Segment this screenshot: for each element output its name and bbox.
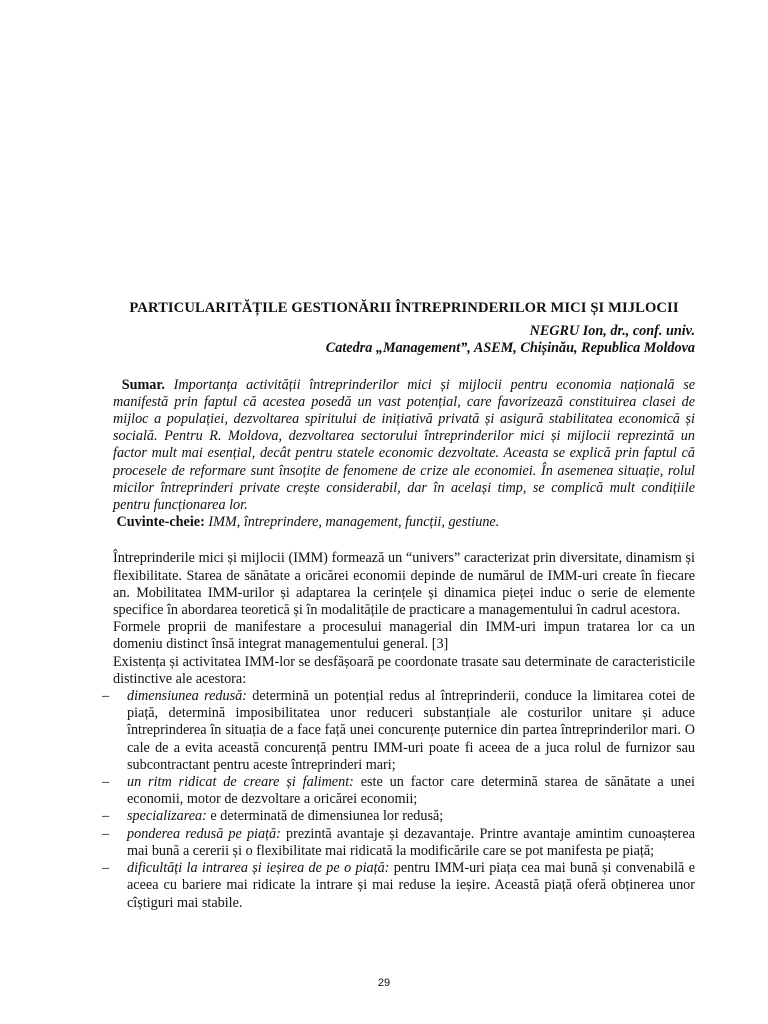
keywords-text: IMM, întreprindere, management, funcții, gestiune.	[208, 514, 500, 531]
keywords	[113, 514, 695, 531]
affiliation-line: Catedra „Management”, ASEM, Chișinău, Republica Moldova	[325, 340, 695, 357]
list-item	[102, 860, 695, 912]
list-bullet: –	[102, 860, 110, 877]
list-item-text: pentru IMM-uri piața cea mai bună și convenabilă e aceea cu bariere mai ridicate la intrare și mai reduse la ieșire. Această piață oferă obținerea unor cîștiguri mai stabile.	[127, 860, 695, 911]
list-item-term: ponderea redusă pe piață:	[127, 825, 281, 842]
list-bullet: –	[102, 825, 110, 842]
list-item-text: determină un potențial redus al întreprinderii, conduce la limitarea cotei de piață, determină imposibilitatea unor reduceri substanțiale ale costurilor unitare și aduce întreprinderea în situația de a face față unei concurențe puternice din partea întreprinderilor mari. O cale de a evita această concurență pentru IMM-uri poate fi aceea de a juca rolul de furnizor sau subcontractant pentru aceste întreprinderi mari;	[127, 688, 695, 773]
list-item-text: prezintă avantaje și dezavantaje. Printre avantaje amintim cunoașterea mai bună a cererii și o flexibilitate mai ridicată la modificările care se pot manifesta pe piață;	[127, 825, 695, 859]
list-bullet: –	[102, 774, 110, 791]
list-item-term: dimensiunea redusă:	[127, 688, 247, 705]
page-number: 29	[377, 977, 391, 989]
characteristics-list	[102, 688, 696, 912]
list-item-term: specializarea:	[127, 808, 207, 825]
keywords-label: Cuvinte-cheie:	[116, 514, 205, 531]
list-item-term: dificultăți la intrarea și ieșirea de pe o piață:	[127, 860, 390, 877]
article-title: PARTICULARITĂȚILE GESTIONĂRII ÎNTREPRINDERILOR MICI ȘI MIJLOCII	[129, 300, 679, 316]
abstract-text: Importanța activității întreprinderilor mici și mijlocii pentru economia națională se manifestă prin faptul că acestea posedă un vast potențial, care favorizează constituirea clasei de mijloc a populației, dezvoltarea spiritului de inițiativă privată și asigură stabilitatea economică și socială. Pentru R. Moldova, dezvoltarea sectorului întreprinderilor mici și mijlocii reprezintă un factor mult mai esențial, decât pentru statele economic dezvoltate. Aceasta se explică prin faptul că procesele de reformare sunt însoțite de fenomene de crize ale economiei. În asemenea situație, rolul micilor întreprinderi private crește considerabil, dar în același timp, se complică mult condițiile pentru funcționarea lor.	[113, 376, 696, 514]
body-paragraph: Formele proprii de manifestare a procesului managerial din IMM-uri impun tratarea lor ca un domeniu distinct însă integrat managementului general. [3]	[113, 619, 695, 653]
spacer	[113, 531, 695, 550]
author-line: NEGRU Ion, dr., conf. univ.	[529, 323, 695, 340]
list-item-text: e determinată de dimensiunea lor redusă;	[206, 808, 444, 825]
list-item	[102, 808, 695, 825]
abstract	[113, 377, 695, 515]
body-paragraph: Întreprinderile mici și mijlocii (IMM) formează un “univers” caracterizat prin diversitate, dinamism și flexibilitate. Starea de sănătate a oricărei economii depinde de numărul de IMM-uri create în fiecare an. Mobilitatea IMM-urilor și adaptarea la cerințele și dinamica pieței induc o serie de elemente specifice în abordarea teoretică și în modalitățile de practicare a managementului în cadrul acestora.	[113, 550, 695, 619]
list-item-text: este un factor care determină starea de sănătate a unei economii, motor de dezvoltare a oricărei economii;	[127, 774, 696, 808]
article-body	[102, 300, 696, 912]
list-item	[102, 774, 696, 808]
abstract-label: Sumar.	[121, 376, 165, 393]
body-paragraph: Existența și activitatea IMM-lor se desfășoară pe coordonate trasate sau determinate de caracteristicile distinctive ale acestora:	[113, 653, 695, 687]
list-bullet: –	[102, 688, 110, 705]
list-item	[102, 688, 695, 774]
list-item	[102, 825, 695, 860]
list-item-term: un ritm ridicat de creare și faliment:	[127, 774, 354, 791]
list-bullet: –	[102, 808, 110, 825]
